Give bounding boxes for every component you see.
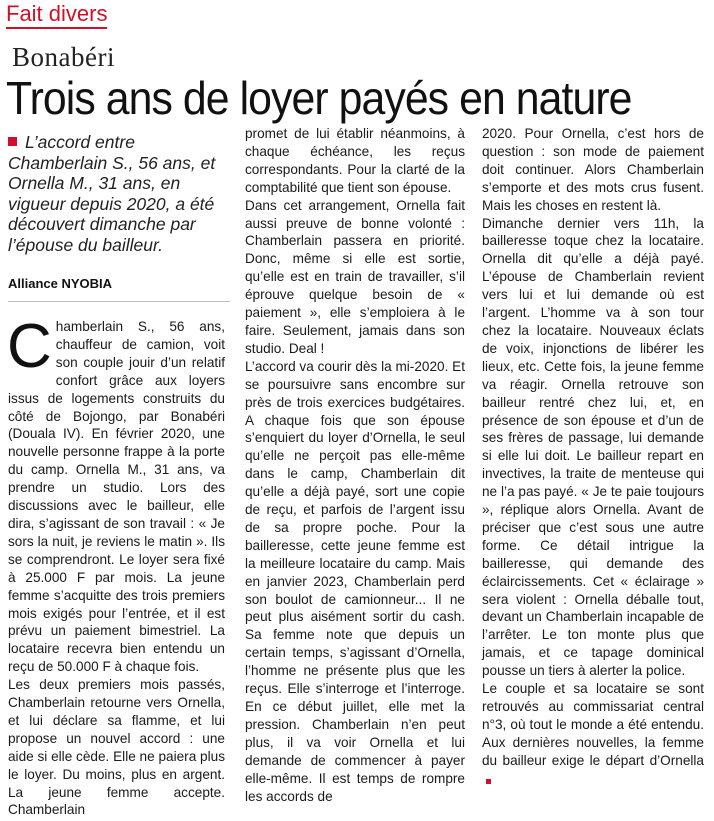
article-column-1	[7, 312, 225, 819]
lead-bullet-icon	[8, 137, 17, 146]
lead-text: L’accord entre Chamberlain S., 56 ans, et Ornella M., 31 ans, en vigueur depuis 2020, a été découvert dimanche par l’épouse du bailleur.	[8, 132, 216, 255]
body-paragraph: 2020. Pour Ornella, c’est hors de question : son mode de paiement doit continuer. Alors Chamberlain s’emporte et des mots crus fusent. Mais les choses en restent là.	[482, 126, 704, 213]
paragraph-text: hamberlain S., 56 ans, chauffeur de camion, voit son couple jouir d’un relatif confort grâce aux loyers issus de logements construits du côté de Bojongo, par Bonabéri (Douala IV). En février 2020, une nouvelle personne frappe à la porte du camp. Ornella M., 31 ans, va prendre un studio. Lors des discussions avec le bailleur, elle dira, s’agissant de son travail : « Je sors la nuit, je reviens le matin ». Ils se comprendront. Le loyer sera fixé à 25.000 F par mois. La jeune femme s’acquitte des trois premiers mois exigés pour l’entrée, et il est prévu un paiement bimestriel. La locataire recevra bien entendu un reçu de 50.000 F à chaque fois.	[8, 319, 225, 675]
article-column-3	[482, 125, 704, 788]
end-of-article-icon	[486, 779, 491, 784]
body-paragraph: L’accord va courir dès la mi-2020. Et se poursuivre sans encombre sur près de trois exercices budgétaires. A chaque fois que son épouse s’enquiert du loyer d’Ornella, le seul qu’elle ne perçoit pas elle-même dans le camp, Chamberlain dit qu’elle a déjà payé, sort une copie de reçu, et parfois de l’argent issu de sa propre poche. Pour la bailleresse, cette jeune femme est la meilleure locataire du camp. Mais en janvier 2023, Chamberlain perd son boulot de camionneur... Il ne peut plus aisément sortir du cash. Sa femme note que depuis un certain temps, s’agissant d’Ornella, l’homme ne présente plus que les reçus. Elle s’interroge et l’interroge. En ce début juillet, elle met la pression. Chamberlain n’en peut plus, il va voir Ornella et lui demande de commencer à payer elle-même. Il est temps de rompre les accords de	[245, 358, 465, 804]
article-column-2	[245, 125, 465, 805]
body-paragraph: Les deux premiers mois passés, Chamberlain retourne vers Ornella, et lui déclare sa flamme, et lui propose un nouvel accord : une aide si elle cède. Elle ne paiera plus le loyer. Du moins, plus en argent. La jeune femme accepte. Chamberlain	[8, 677, 225, 818]
article-byline: Alliance NYOBIA	[8, 276, 230, 302]
article-lead	[8, 132, 232, 256]
body-paragraph	[7, 312, 225, 676]
section-rubric: Fait divers	[6, 2, 107, 29]
body-paragraph: Dimanche dernier vers 11h, la bailleresse toque chez la locataire. Ornella dit qu’elle a déjà payé. L’épouse de Chamberlain revient vers lui et lui demande où est l’argent. L’homme va à son tour chez la locataire. Nouveaux éclats de voix, injonctions de libérer les lieux, etc. Cette fois, la jeune femme va réagir. Ornella retrouve son bailleur rentré chez lui, et, en présence de son épouse et d’un de ses frères de passage, lui demande si elle lui doit. Le bailleur repart en invectives, la traite de menteuse qui ne l’a pas payé. « Je te paie toujours », réplique alors Ornella. Avant de préciser que c’est sous une autre forme. Ce détail intrigue la bailleresse, qui demande des éclaircissements. Cet « éclairage » sera violent : Ornella déballe tout, devant un Chamberlain incapable de l’arrêter. Le ton monte plus que jamais, et ce tapage dominical pousse un tiers à alerter la police.	[482, 215, 704, 679]
article-kicker: Bonabéri	[12, 42, 115, 72]
body-paragraph: promet de lui établir néanmoins, à chaque échéance, les reçus correspondants. Pour la clarté de la comptabilité que tient son épouse.	[245, 126, 465, 195]
paragraph-text: Le couple et sa locataire se sont retrouvés au commissariat central n°3, où tout le monde a été entendu. Aux dernières nouvelles, la femme du bailleur exige le départ d’Ornella	[482, 681, 704, 768]
body-paragraph	[482, 680, 704, 787]
dropcap: C	[7, 312, 52, 381]
article-headline: Trois ans de loyer payés en nature	[6, 72, 632, 124]
body-paragraph: Dans cet arrangement, Ornella fait aussi preuve de bonne volonté : Chamberlain passera en priorité. Donc, même si elle est sortie, qu’elle est en train de travailler, s’il éprouve quelque besoin de « paiement », elle s’emploiera à le faire. Seulement, jamais dans son studio. Deal !	[245, 197, 465, 356]
